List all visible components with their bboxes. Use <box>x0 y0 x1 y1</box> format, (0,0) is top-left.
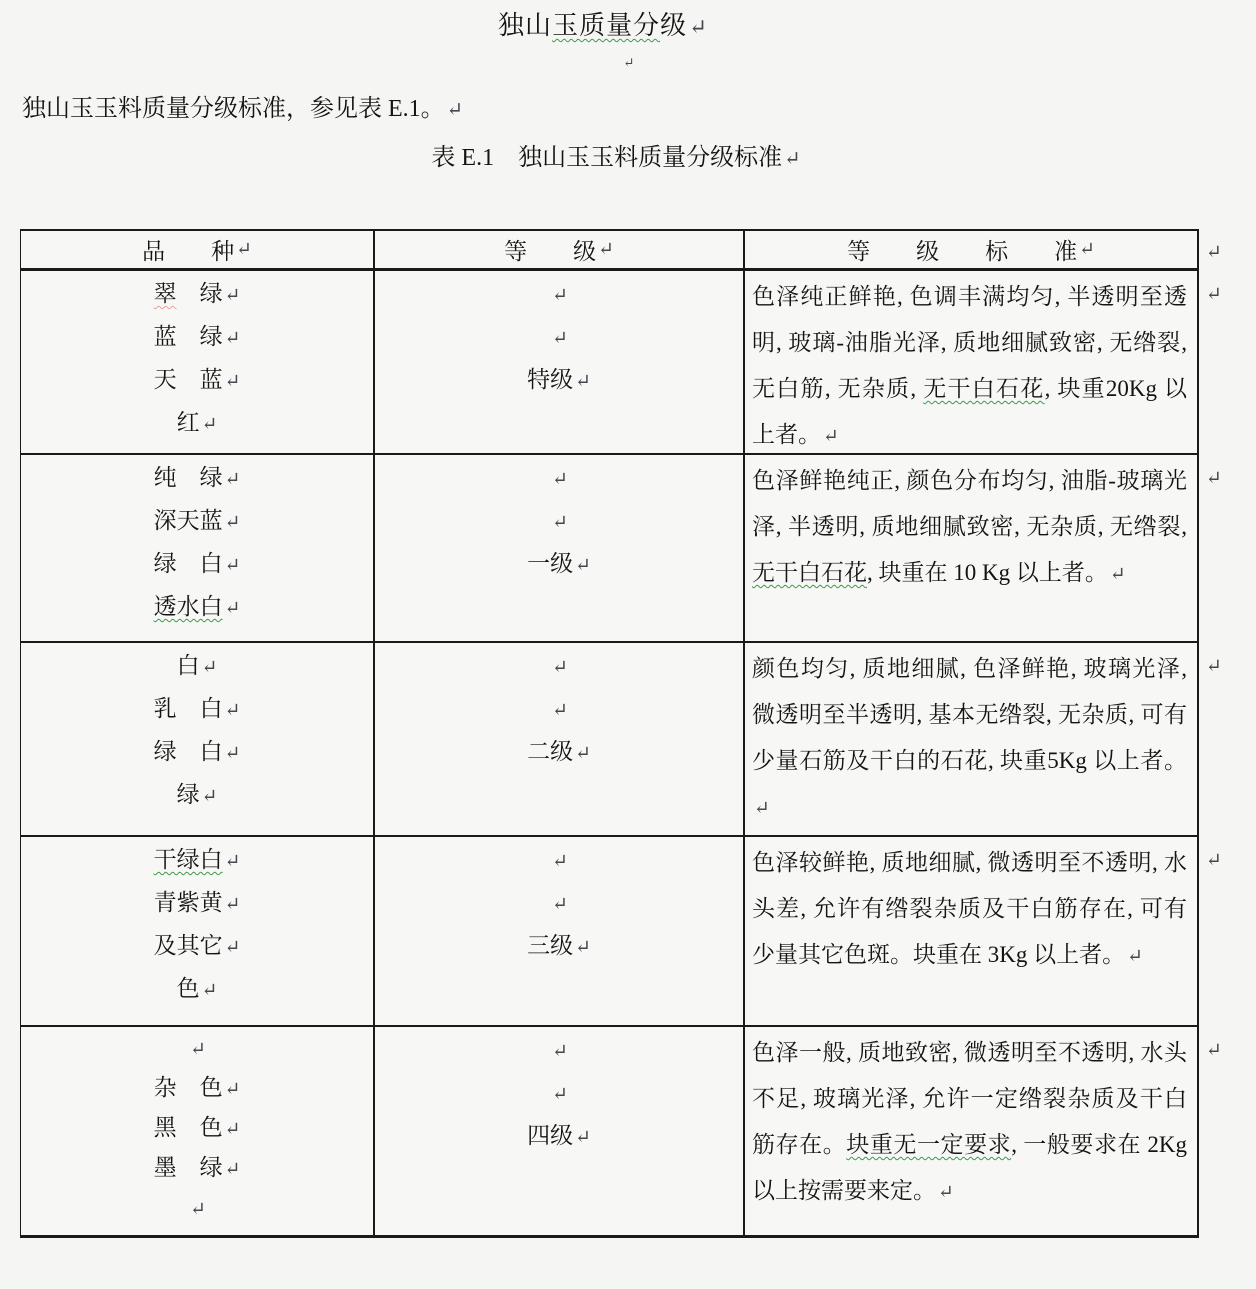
row-end-mark: ↵ <box>1206 284 1222 305</box>
variety-line <box>21 499 373 542</box>
variety-line <box>21 773 373 816</box>
variety-line <box>21 315 373 358</box>
standard-paragraph <box>752 646 1187 832</box>
paragraph-mark: ↵ <box>823 426 839 447</box>
header-variety-label: 品 种 <box>142 239 235 264</box>
standard-text: 颜色均匀, 质地细腻, 色泽鲜艳, 玻璃光泽, 微透明至半透明, 基本无绺裂, 无杂质, 可有少量石筋及干白的石花, 块重5Kg 以上者。 <box>752 656 1187 773</box>
header-cell-variety <box>21 231 375 271</box>
variety-text: 墨 绿 <box>153 1155 223 1180</box>
empty-line <box>21 1028 373 1068</box>
grade-line <box>375 730 743 773</box>
paragraph-mark: ↵ <box>224 469 241 490</box>
variety-text: 绿 <box>176 782 200 807</box>
variety-text: 红 <box>176 410 200 435</box>
paragraph-mark: ↵ <box>224 894 241 915</box>
row-end-mark: ↵ <box>1206 656 1222 677</box>
paragraph-mark: ↵ <box>552 1084 568 1105</box>
row2-standard-cell <box>745 455 1197 643</box>
paragraph-mark: ↵ <box>938 1182 954 1203</box>
document-page <box>0 9 1256 1289</box>
paragraph-mark: ↵ <box>224 371 241 392</box>
empty-line <box>375 881 743 924</box>
grade-text: 三级 <box>527 933 574 958</box>
paragraph-mark: ↵ <box>201 414 218 435</box>
row-end-mark: ↵ <box>1206 468 1222 489</box>
row5-variety-cell <box>21 1027 375 1235</box>
header-cell-standard <box>745 231 1197 271</box>
row-end-mark: ↵ <box>1206 242 1222 263</box>
row2-variety-cell <box>21 455 375 643</box>
variety-text: 深天蓝 <box>153 508 223 533</box>
standard-text-flagged: 块重无一定要求 <box>846 1132 1012 1157</box>
empty-line <box>375 644 743 687</box>
standard-text: 色泽一般, 质地致密, 微透明至不透明, 水头不足, 玻璃光泽, 允许一定绺裂杂质及干白筋存在。 <box>752 1040 1187 1157</box>
paragraph-mark: ↵ <box>623 55 635 70</box>
standard-text-flagged: 无干白石花 <box>923 376 1045 401</box>
paragraph-mark: ↵ <box>190 1199 206 1220</box>
empty-line <box>21 1188 373 1228</box>
variety-line <box>21 1148 373 1188</box>
variety-line <box>21 358 373 401</box>
variety-text: 白 <box>176 653 200 678</box>
paragraph-mark: ↵ <box>552 512 568 533</box>
variety-text: 色 <box>176 976 200 1001</box>
grading-table <box>20 229 1199 1238</box>
row1-variety-cell <box>21 271 375 455</box>
paragraph-mark: ↵ <box>552 894 568 915</box>
paragraph-mark: ↵ <box>689 15 708 39</box>
variety-text: 绿 白 <box>153 551 223 576</box>
paragraph-mark: ↵ <box>784 148 801 170</box>
standard-paragraph <box>752 458 1187 598</box>
table-caption <box>0 142 1244 175</box>
row5-standard-cell <box>745 1027 1197 1235</box>
paragraph-mark: ↵ <box>1079 239 1095 260</box>
row3-variety-cell <box>21 643 375 837</box>
paragraph-mark: ↵ <box>224 285 241 306</box>
paragraph-mark: ↵ <box>598 239 614 260</box>
row5-grade-cell <box>375 1027 745 1235</box>
paragraph-mark: ↵ <box>1109 564 1126 585</box>
paragraph-mark: ↵ <box>446 99 464 121</box>
variety-line <box>21 730 373 773</box>
caption-text: 表 E.1 独山玉玉料质量分级标准 <box>431 145 783 171</box>
paragraph-mark: ↵ <box>224 1119 241 1140</box>
header-cell-grade <box>375 231 745 271</box>
paragraph-mark: ↵ <box>552 285 568 306</box>
empty-line <box>375 1071 743 1114</box>
grade-line <box>375 358 743 401</box>
paragraph-mark: ↵ <box>575 743 591 764</box>
standard-text: 色泽鲜艳纯正, 颜色分布均匀, 油脂-玻璃光泽, 半透明, 质地细腻致密, 无杂质, 无绺裂, <box>752 468 1187 539</box>
standard-paragraph <box>752 1030 1187 1216</box>
paragraph-mark: ↵ <box>201 786 218 807</box>
title-text: 级 <box>660 11 688 40</box>
standard-text: , 块重20Kg 以上者。 <box>752 376 1188 447</box>
empty-line <box>375 272 743 315</box>
variety-text: 杂 色 <box>153 1075 223 1100</box>
header-standard-label: 等 级 标 准 <box>847 239 1078 264</box>
standard-text: 色泽纯正鲜艳, 色调丰满均匀, 半透明至透明, 玻璃-油脂光泽, 质地细腻致密, 无绺裂, 无白筋, 无杂质, <box>752 284 1187 401</box>
empty-line <box>375 838 743 881</box>
grade-text: 二级 <box>527 739 574 764</box>
paragraph-mark: ↵ <box>552 1041 568 1062</box>
variety-text: 及其它 <box>153 933 223 958</box>
paragraph-mark: ↵ <box>224 937 241 958</box>
row1-standard-cell <box>745 271 1197 455</box>
variety-text: 绿 白 <box>153 739 223 764</box>
row3-standard-cell <box>745 643 1197 837</box>
standard-text: 色泽较鲜艳, 质地细腻, 微透明至不透明, 水头差, 允许有绺裂杂质及干白筋存在, 可有少量其它色斑。块重在 3Kg 以上者。 <box>752 850 1187 967</box>
header-grade-label: 等 级 <box>504 239 597 264</box>
empty-line <box>375 315 743 358</box>
empty-line <box>375 1028 743 1071</box>
empty-line <box>375 456 743 499</box>
row-end-mark: ↵ <box>1206 850 1222 871</box>
paragraph-mark: ↵ <box>552 657 568 678</box>
paragraph-mark: ↵ <box>552 851 568 872</box>
paragraph-mark: ↵ <box>552 700 568 721</box>
title-text-flagged: 玉质量分 <box>552 11 661 40</box>
standard-text-flagged: 无干白石花 <box>752 560 867 585</box>
paragraph-mark: ↵ <box>224 700 241 721</box>
variety-text: 蓝 绿 <box>153 324 223 349</box>
standard-text: , 块重在 10 Kg 以上者。 <box>867 560 1108 585</box>
paragraph-mark: ↵ <box>190 1039 206 1060</box>
paragraph-mark: ↵ <box>552 328 568 349</box>
grading-table-wrapper <box>20 229 1256 1238</box>
paragraph-mark: ↵ <box>201 657 218 678</box>
standard-paragraph <box>752 840 1187 980</box>
row3-grade-cell <box>375 643 745 837</box>
variety-line <box>21 585 373 628</box>
row4-grade-cell <box>375 837 745 1027</box>
variety-text-flagged: 干绿白 <box>153 847 223 872</box>
paragraph-mark: ↵ <box>575 937 591 958</box>
grade-text: 一级 <box>527 551 574 576</box>
grade-text: 特级 <box>527 367 574 392</box>
paragraph-mark: ↵ <box>575 1127 591 1148</box>
paragraph-mark: ↵ <box>224 1159 241 1180</box>
paragraph-mark: ↵ <box>224 598 241 619</box>
variety-line <box>21 401 373 444</box>
row-end-mark: ↵ <box>1206 1040 1222 1061</box>
variety-line <box>21 967 373 1010</box>
grade-line <box>375 1114 743 1157</box>
empty-paragraph <box>0 44 1256 81</box>
variety-line <box>21 272 373 315</box>
variety-text: 天 蓝 <box>153 367 223 392</box>
grade-line <box>375 542 743 585</box>
variety-text: 青紫黄 <box>153 890 223 915</box>
standard-text: , 一般要求在 2Kg 以上按需要来定。 <box>752 1132 1187 1203</box>
paragraph-mark: ↵ <box>224 555 241 576</box>
variety-line <box>21 542 373 585</box>
grade-text: 四级 <box>527 1123 574 1148</box>
variety-text: 纯 绿 <box>153 465 223 490</box>
variety-line <box>21 881 373 924</box>
row2-grade-cell <box>375 455 745 643</box>
row4-variety-cell <box>21 837 375 1027</box>
variety-text: 乳 白 <box>153 696 223 721</box>
variety-line <box>21 1068 373 1108</box>
paragraph-mark: ↵ <box>224 328 241 349</box>
variety-line <box>21 924 373 967</box>
paragraph-mark: ↵ <box>1127 946 1143 967</box>
variety-line <box>21 644 373 687</box>
variety-line <box>21 838 373 881</box>
row4-standard-cell <box>745 837 1197 1027</box>
paragraph-mark: ↵ <box>224 512 241 533</box>
variety-line <box>21 687 373 730</box>
variety-text: 绿 <box>176 281 223 306</box>
intro-text: 独山玉玉料质量分级标准，参见表 E.1。 <box>22 96 445 122</box>
variety-line <box>21 456 373 499</box>
paragraph-mark: ↵ <box>575 555 591 576</box>
paragraph-mark: ↵ <box>201 980 218 1001</box>
empty-line <box>375 687 743 730</box>
intro-paragraph <box>22 93 1256 127</box>
variety-text-flagged: 透水白 <box>153 594 223 619</box>
page-title <box>0 9 1231 44</box>
variety-text-flagged: 翠 <box>153 281 177 306</box>
paragraph-mark: ↵ <box>754 798 770 819</box>
grade-line <box>375 924 743 967</box>
paragraph-mark: ↵ <box>224 1079 241 1100</box>
paragraph-mark: ↵ <box>224 743 241 764</box>
paragraph-mark: ↵ <box>575 371 591 392</box>
variety-text: 黑 色 <box>153 1115 223 1140</box>
standard-paragraph <box>752 274 1187 455</box>
variety-line <box>21 1108 373 1148</box>
paragraph-mark: ↵ <box>552 469 568 490</box>
paragraph-mark: ↵ <box>236 239 252 260</box>
empty-line <box>375 499 743 542</box>
title-text: 独山 <box>498 11 553 40</box>
row1-grade-cell <box>375 271 745 455</box>
paragraph-mark: ↵ <box>224 851 241 872</box>
